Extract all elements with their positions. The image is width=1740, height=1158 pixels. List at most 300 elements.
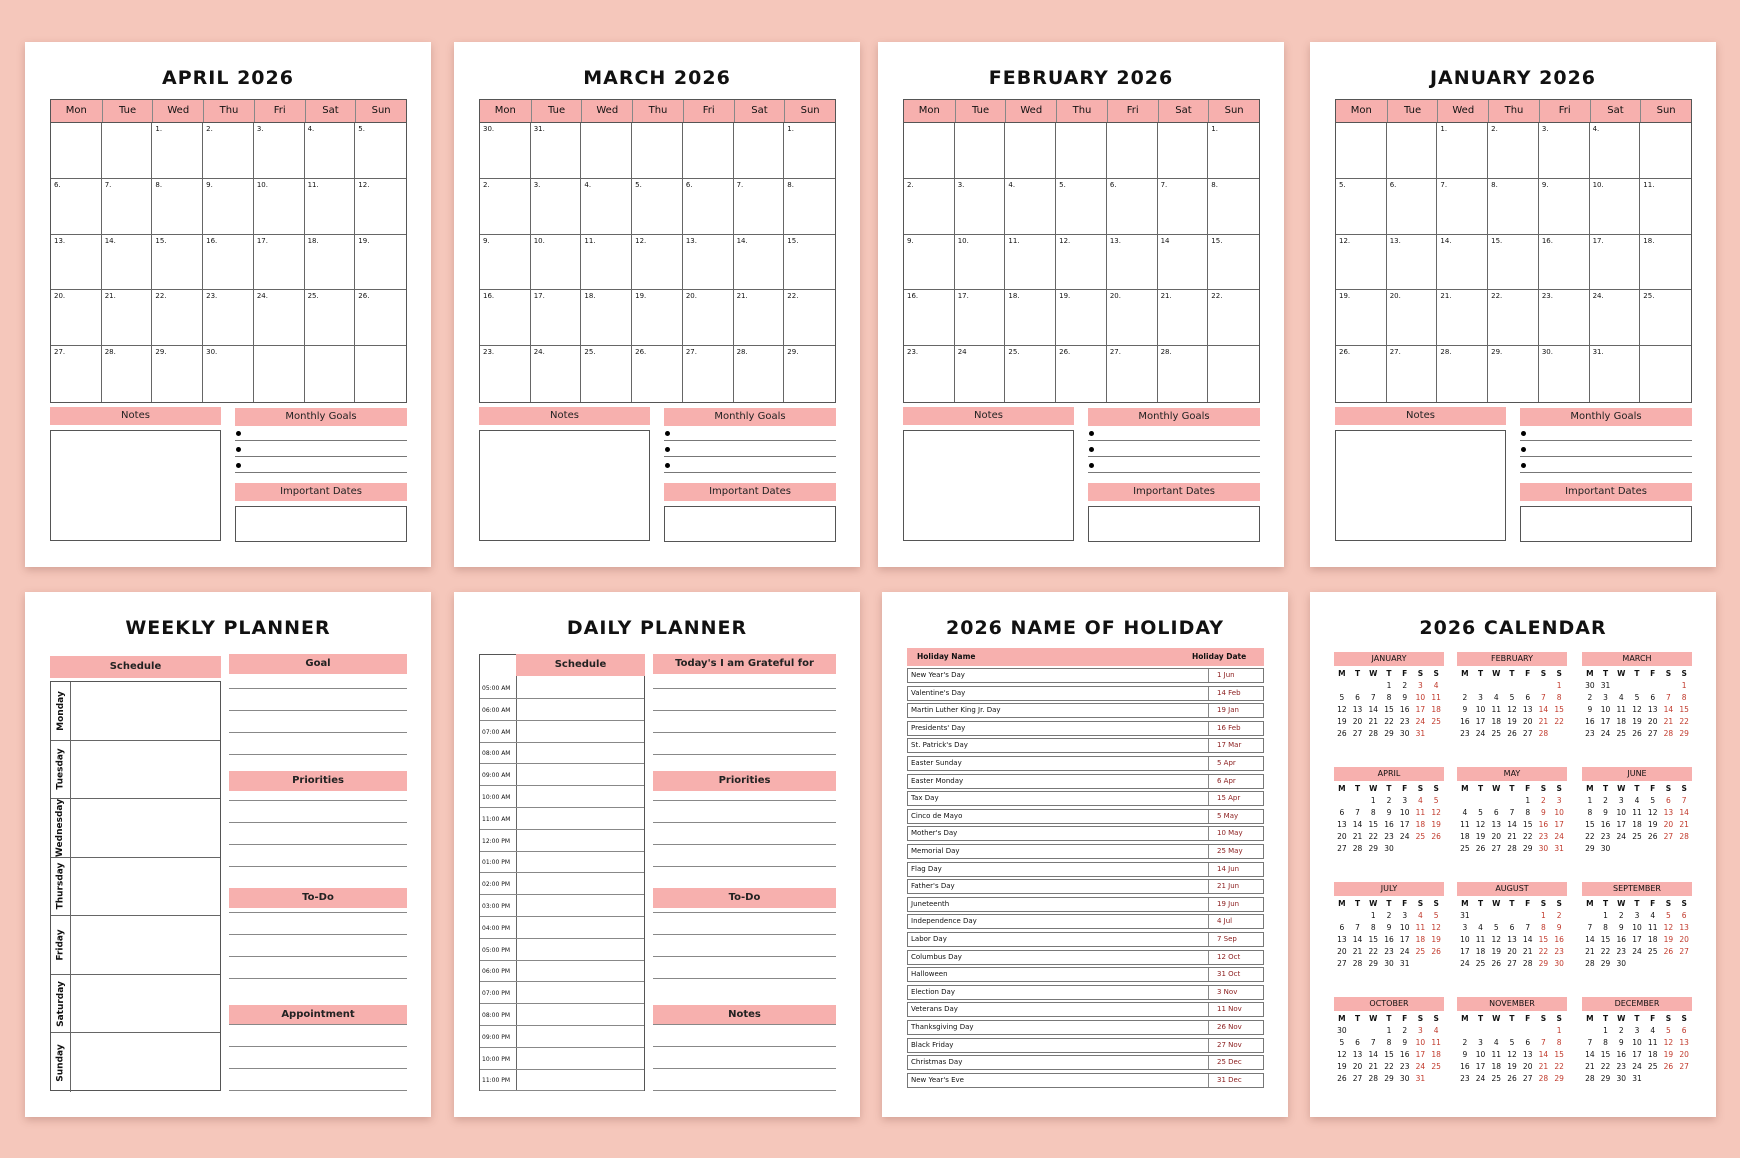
weekday-letter: S: [1433, 669, 1439, 678]
weekday-letter: W: [1617, 1014, 1626, 1023]
day-cell[interactable]: 21.: [1437, 290, 1488, 346]
day-cell[interactable]: 6.: [51, 179, 102, 235]
writing-line[interactable]: [229, 956, 407, 957]
day-cell[interactable]: 13.: [1107, 235, 1158, 291]
day-cell[interactable]: 23.: [904, 346, 955, 402]
day-cell[interactable]: 19.: [1056, 290, 1107, 346]
weekday-header: [1335, 99, 1692, 123]
mini-day: 15: [1585, 820, 1595, 829]
day-cell[interactable]: 6.: [1387, 179, 1438, 235]
day-cell[interactable]: 29.: [152, 346, 203, 402]
mini-day: 19: [1337, 717, 1347, 726]
writing-line[interactable]: [229, 912, 407, 913]
mini-day: 9: [1386, 923, 1392, 932]
mini-day: [1661, 958, 1677, 970]
day-cell[interactable]: 2.: [904, 179, 955, 235]
day-cell[interactable]: 9.: [480, 235, 531, 291]
day-cell[interactable]: 27.: [683, 346, 734, 402]
notes-box[interactable]: [903, 430, 1074, 541]
time-row[interactable]: [480, 851, 644, 873]
mini-day: [1629, 843, 1645, 855]
day-cell[interactable]: 21.: [1158, 290, 1209, 346]
time-row[interactable]: [480, 786, 644, 808]
mini-day: 2: [1556, 911, 1562, 920]
day-cell[interactable]: 16.: [1539, 235, 1590, 291]
holiday-name: Flag Day: [911, 864, 942, 873]
time-row[interactable]: [480, 677, 644, 699]
writing-line[interactable]: [229, 754, 407, 755]
day-cell[interactable]: [254, 346, 305, 402]
goal-line[interactable]: [1520, 444, 1692, 457]
day-cell[interactable]: [734, 123, 785, 179]
day-cell[interactable]: 28.: [102, 346, 153, 402]
day-cell[interactable]: 19.: [355, 235, 406, 291]
day-cell[interactable]: 1.: [1208, 123, 1259, 179]
day-cell[interactable]: 20.: [51, 290, 102, 346]
notes-box[interactable]: [50, 430, 221, 541]
holiday-name: Labor Day: [911, 935, 947, 943]
day-cell[interactable]: [305, 346, 356, 402]
day-cell[interactable]: 13.: [51, 235, 102, 291]
writing-line[interactable]: [229, 822, 407, 823]
time-label: 01:00 PM: [482, 859, 510, 867]
day-cell[interactable]: 27.: [1107, 346, 1158, 402]
writing-line[interactable]: [229, 1024, 407, 1025]
day-cell[interactable]: 20.: [683, 290, 734, 346]
day-cell[interactable]: 28.: [1158, 346, 1209, 402]
weekday-letter: W: [1617, 784, 1626, 793]
day-cell[interactable]: 11.: [1005, 235, 1056, 291]
day-cell[interactable]: 18.: [1005, 290, 1056, 346]
time-label: 12:00 PM: [482, 837, 510, 845]
mini-day: 14: [1538, 705, 1549, 714]
mini-day: 28: [1352, 844, 1363, 853]
holiday-name: St. Patrick's Day: [911, 741, 968, 750]
weekday-letter: T: [1509, 784, 1515, 793]
mini-day: 14: [1522, 935, 1533, 944]
weekday-letter: T: [1509, 669, 1515, 678]
writing-line[interactable]: [229, 866, 407, 867]
mini-day: 19: [1663, 935, 1674, 944]
day-cell[interactable]: 26.: [1336, 346, 1387, 402]
writing-line[interactable]: [653, 822, 836, 823]
weekday-letter: T: [1603, 784, 1609, 793]
holiday-date: 15 Apr: [1208, 792, 1264, 805]
day-cell[interactable]: 21.: [734, 290, 785, 346]
day-cell[interactable]: 15.: [1488, 235, 1539, 291]
day-cell[interactable]: 17.: [531, 290, 582, 346]
day-cell[interactable]: 5.: [1336, 179, 1387, 235]
writing-line[interactable]: [229, 934, 407, 935]
writing-line[interactable]: [229, 688, 407, 689]
day-cell[interactable]: [683, 123, 734, 179]
mini-day: 1: [1370, 796, 1376, 805]
day-cell[interactable]: 12.: [1336, 235, 1387, 291]
day-cell[interactable]: 24: [955, 346, 1006, 402]
mini-day: 22: [1585, 832, 1595, 841]
day-cell[interactable]: 9.: [1539, 179, 1590, 235]
day-cell[interactable]: 8.: [1488, 179, 1539, 235]
mini-day: 5: [1650, 796, 1656, 805]
day-cell[interactable]: 31.: [531, 123, 582, 179]
day-cell[interactable]: 27.: [51, 346, 102, 402]
day-cell[interactable]: 25.: [581, 346, 632, 402]
day-cell[interactable]: 24.: [1590, 290, 1641, 346]
monthly-goals-label: Monthly Goals: [1520, 408, 1692, 426]
day-row[interactable]: [51, 741, 220, 800]
time-row[interactable]: [480, 830, 644, 852]
mini-day: 30: [1554, 959, 1564, 968]
mini-month-grid: [1582, 898, 1692, 970]
writing-line[interactable]: [229, 844, 407, 845]
day-cell[interactable]: 20.: [1387, 290, 1438, 346]
notes-label: Notes: [903, 407, 1074, 425]
time-row[interactable]: [480, 808, 644, 830]
day-cell[interactable]: 14: [1158, 235, 1209, 291]
day-cell[interactable]: 8.: [784, 179, 835, 235]
mini-day: 17: [1399, 820, 1410, 829]
day-cell[interactable]: 9.: [203, 179, 254, 235]
day-cell[interactable]: 19.: [632, 290, 683, 346]
day-cell[interactable]: 22.: [1208, 290, 1259, 346]
day-cell[interactable]: 5.: [355, 123, 406, 179]
weekday-letter: T: [1355, 784, 1361, 793]
weekday-letter: W: [1492, 899, 1501, 908]
holiday-date: 10 May: [1208, 827, 1264, 840]
day-cell[interactable]: 18.: [1640, 235, 1691, 291]
day-cell[interactable]: 10.: [955, 235, 1006, 291]
mini-day: 18: [1616, 717, 1627, 726]
time-row[interactable]: [480, 939, 644, 961]
writing-line[interactable]: [229, 800, 407, 801]
day-cell[interactable]: [1005, 123, 1056, 179]
day-cell[interactable]: 16.: [480, 290, 531, 346]
writing-line[interactable]: [653, 1068, 836, 1069]
day-cell[interactable]: 9.: [904, 235, 955, 291]
goal-line[interactable]: [1520, 428, 1692, 441]
important-dates-box[interactable]: [235, 506, 407, 542]
mini-day: 13: [1352, 705, 1363, 714]
day-cell[interactable]: [1208, 346, 1259, 402]
weekday-letter: W: [1492, 669, 1501, 678]
time-row[interactable]: [480, 982, 644, 1004]
day-cell[interactable]: 14.: [1437, 235, 1488, 291]
day-row[interactable]: [51, 858, 220, 917]
goal-line[interactable]: [1088, 428, 1260, 441]
day-cell[interactable]: [904, 123, 955, 179]
mini-day: [1613, 843, 1629, 855]
mini-day: 21: [1585, 947, 1595, 956]
day-cell[interactable]: 26.: [632, 346, 683, 402]
mini-day: 6: [1681, 911, 1687, 920]
day-cell[interactable]: 4.: [1005, 179, 1056, 235]
day-cell[interactable]: 28.: [734, 346, 785, 402]
day-cell[interactable]: 4.: [1590, 123, 1641, 179]
writing-line[interactable]: [229, 710, 407, 711]
weekday-letter: S: [1681, 669, 1687, 678]
day-cell[interactable]: 30.: [480, 123, 531, 179]
mini-month: [1457, 767, 1567, 855]
day-cell[interactable]: 23.: [203, 290, 254, 346]
notes-box[interactable]: [1335, 430, 1506, 541]
day-cell[interactable]: [1387, 123, 1438, 179]
mini-day: 10: [1399, 808, 1410, 817]
goal-line[interactable]: [235, 428, 407, 441]
day-cell[interactable]: 8.: [1208, 179, 1259, 235]
day-cell[interactable]: 8.: [152, 179, 203, 235]
day-cell[interactable]: [1107, 123, 1158, 179]
holiday-row: [907, 879, 1264, 894]
mini-day: 18: [1647, 1050, 1658, 1059]
day-cell[interactable]: 15.: [1208, 235, 1259, 291]
day-cell[interactable]: 13.: [683, 235, 734, 291]
day-cell[interactable]: 24.: [254, 290, 305, 346]
weekday-label: Wed: [1005, 100, 1056, 122]
day-cell[interactable]: 4.: [581, 179, 632, 235]
day-cell[interactable]: 25.: [1640, 290, 1691, 346]
day-cell[interactable]: 7.: [734, 179, 785, 235]
mini-day: [1645, 1073, 1661, 1085]
day-cell[interactable]: 12.: [632, 235, 683, 291]
writing-line[interactable]: [653, 710, 836, 711]
day-cell[interactable]: 29.: [787, 348, 799, 357]
goal-line[interactable]: [1520, 460, 1692, 473]
day-cell[interactable]: 3.: [531, 179, 582, 235]
day-cell[interactable]: 13.: [1387, 235, 1438, 291]
day-cell[interactable]: 2.: [480, 179, 531, 235]
day-cell[interactable]: 31.: [1590, 346, 1641, 402]
writing-line[interactable]: [653, 912, 836, 913]
important-dates-box[interactable]: [1088, 506, 1260, 542]
writing-line[interactable]: [653, 688, 836, 689]
day-cell[interactable]: [632, 123, 683, 179]
day-cell[interactable]: 7.: [1437, 179, 1488, 235]
day-cell[interactable]: 30.: [203, 346, 254, 402]
weekday-letter: T: [1634, 784, 1640, 793]
mini-day: 1: [1603, 1026, 1608, 1035]
holiday-date: 4 Jul: [1208, 915, 1264, 928]
day-row[interactable]: [51, 916, 220, 975]
holiday-name: Presidents' Day: [911, 723, 966, 732]
weekday-letter: M: [1338, 1014, 1346, 1023]
day-cell[interactable]: 16.: [203, 235, 254, 291]
holiday-date: 14 Jun: [1208, 863, 1264, 876]
day-cell[interactable]: 22.: [152, 290, 203, 346]
time-row[interactable]: [480, 1004, 644, 1026]
day-cell[interactable]: [1056, 123, 1107, 179]
day-cell[interactable]: 21.: [102, 290, 153, 346]
writing-line[interactable]: [229, 1090, 407, 1091]
day-cell[interactable]: 24.: [531, 346, 582, 402]
day-cell[interactable]: [955, 123, 1006, 179]
day-cell[interactable]: 19.: [1336, 290, 1387, 346]
important-dates-box[interactable]: [1520, 506, 1692, 542]
time-row[interactable]: [480, 742, 644, 764]
writing-line[interactable]: [653, 732, 836, 733]
day-cell[interactable]: [102, 123, 153, 179]
day-cell[interactable]: 4.: [305, 123, 356, 179]
writing-line[interactable]: [229, 1068, 407, 1069]
mini-day: 19: [1431, 935, 1441, 944]
day-label: Thursday: [55, 863, 66, 910]
day-cell[interactable]: 26.: [355, 290, 406, 346]
time-row[interactable]: [480, 917, 644, 939]
weekday-letter: T: [1509, 1014, 1515, 1023]
mini-day: 25: [1491, 729, 1502, 738]
day-cell[interactable]: 30.: [1539, 346, 1590, 402]
goal-line[interactable]: [1088, 444, 1260, 457]
day-cell[interactable]: 15.: [784, 235, 835, 291]
day-cell[interactable]: 6.: [1107, 179, 1158, 235]
mini-day: 23: [1616, 1062, 1627, 1071]
mini-day: 17: [1415, 1050, 1426, 1059]
goal-line[interactable]: [664, 444, 836, 457]
day-cell[interactable]: 23.: [480, 346, 531, 402]
writing-line[interactable]: [229, 978, 407, 979]
mini-day: 30: [1538, 844, 1549, 853]
day-cell[interactable]: 17.: [254, 235, 305, 291]
weekday-letter: F: [1402, 784, 1408, 793]
day-cell[interactable]: 1.: [1437, 123, 1488, 179]
writing-line[interactable]: [653, 1046, 836, 1047]
day-cell[interactable]: 5.: [1056, 179, 1107, 235]
day-cell[interactable]: [1336, 123, 1387, 179]
day-cell[interactable]: [1640, 346, 1691, 402]
day-cell[interactable]: 26.: [1056, 346, 1107, 402]
day-cell[interactable]: 2.: [1488, 123, 1539, 179]
time-row[interactable]: [480, 873, 644, 895]
mini-day: 11: [1415, 923, 1426, 932]
mini-day: 15: [1368, 820, 1379, 829]
time-row[interactable]: [480, 721, 644, 743]
writing-line[interactable]: [653, 1090, 836, 1091]
day-cell[interactable]: 7.: [1158, 179, 1209, 235]
day-cell[interactable]: [1158, 123, 1209, 179]
mini-day: 28: [1538, 729, 1549, 738]
writing-line[interactable]: [653, 754, 836, 755]
writing-line[interactable]: [653, 978, 836, 979]
day-row[interactable]: [51, 1033, 220, 1092]
mini-day: 28: [1507, 844, 1517, 853]
mini-day: 6: [1493, 808, 1499, 817]
day-cell[interactable]: 14.: [734, 235, 785, 291]
holiday-date: 31 Oct: [1208, 968, 1264, 981]
day-cell[interactable]: 3.: [254, 123, 305, 179]
day-cell[interactable]: 18.: [581, 290, 632, 346]
day-cell[interactable]: [581, 123, 632, 179]
time-row[interactable]: [480, 1069, 644, 1091]
day-cell[interactable]: 15.: [152, 235, 203, 291]
day-cell[interactable]: 12.: [355, 179, 406, 235]
mini-day: 27: [1663, 832, 1674, 841]
goal-line[interactable]: [235, 460, 407, 473]
writing-line[interactable]: [653, 844, 836, 845]
writing-line[interactable]: [653, 934, 836, 935]
writing-line[interactable]: [653, 956, 836, 957]
day-cell[interactable]: 1.: [152, 123, 203, 179]
day-cell[interactable]: 6.: [683, 179, 734, 235]
mini-day: 25: [1431, 1062, 1441, 1071]
day-cell[interactable]: 18.: [305, 235, 356, 291]
day-cell[interactable]: 12.: [1056, 235, 1107, 291]
mini-day: 6: [1355, 1038, 1360, 1047]
day-cell[interactable]: 2.: [203, 123, 254, 179]
mini-day: 8: [1556, 1038, 1562, 1047]
time-row[interactable]: [480, 699, 644, 721]
day-cell[interactable]: 11.: [1640, 179, 1691, 235]
day-cell[interactable]: [355, 346, 406, 402]
day-cell[interactable]: 10.: [254, 179, 305, 235]
day-cell[interactable]: [1640, 123, 1691, 179]
mini-day: 14: [1585, 1050, 1595, 1059]
mini-month-name: MAY: [1457, 767, 1567, 781]
day-cell[interactable]: 10.: [1590, 179, 1641, 235]
goal-label: Goal: [229, 654, 407, 674]
day-cell[interactable]: 11.: [305, 179, 356, 235]
day-cell[interactable]: 3.: [955, 179, 1006, 235]
day-cell[interactable]: 3.: [1539, 123, 1590, 179]
weekday-label: Fri: [254, 100, 305, 122]
day-cell[interactable]: 5.: [632, 179, 683, 235]
month-page: [454, 42, 860, 567]
day-cell[interactable]: 1.: [784, 123, 835, 179]
mini-day: 2: [1541, 796, 1546, 805]
notes-box[interactable]: [479, 430, 650, 541]
time-row[interactable]: [480, 1048, 644, 1070]
day-cell[interactable]: 10.: [531, 235, 582, 291]
day-cell[interactable]: 17.: [955, 290, 1006, 346]
day-cell[interactable]: 14.: [102, 235, 153, 291]
day-cell[interactable]: 27.: [1387, 346, 1438, 402]
day-cell[interactable]: 25.: [1005, 346, 1056, 402]
writing-line[interactable]: [653, 866, 836, 867]
writing-line[interactable]: [229, 732, 407, 733]
time-row[interactable]: [480, 764, 644, 786]
goal-line[interactable]: [664, 460, 836, 473]
day-cell[interactable]: 16.: [904, 290, 955, 346]
weekday-letter: F: [1650, 784, 1656, 793]
day-cell[interactable]: 22.: [784, 290, 835, 346]
day-cell[interactable]: 7.: [102, 179, 153, 235]
day-cell[interactable]: 22.: [1488, 290, 1539, 346]
writing-line[interactable]: [653, 1024, 836, 1025]
day-cell[interactable]: 20.: [1107, 290, 1158, 346]
time-row[interactable]: [480, 960, 644, 982]
writing-line[interactable]: [229, 1046, 407, 1047]
day-cell[interactable]: 23.: [1539, 290, 1590, 346]
goal-line[interactable]: [1088, 460, 1260, 473]
goal-line[interactable]: [235, 444, 407, 457]
day-row[interactable]: [51, 975, 220, 1034]
day-row[interactable]: [51, 799, 220, 858]
day-cell[interactable]: 17.: [1590, 235, 1641, 291]
day-cell[interactable]: 28.: [1437, 346, 1488, 402]
writing-line[interactable]: [653, 800, 836, 801]
mini-day: 29: [1600, 959, 1611, 968]
day-cell[interactable]: [51, 123, 102, 179]
day-cell[interactable]: 29.: [1488, 346, 1539, 402]
important-dates-box[interactable]: [664, 506, 836, 542]
day-row[interactable]: [51, 682, 220, 741]
time-row[interactable]: [480, 1026, 644, 1048]
day-cell[interactable]: 11.: [581, 235, 632, 291]
day-cell[interactable]: 25.: [305, 290, 356, 346]
mini-day: 11: [1491, 1050, 1502, 1059]
time-row[interactable]: [480, 895, 644, 917]
goal-line[interactable]: [664, 428, 836, 441]
mini-day: 2: [1386, 911, 1392, 920]
time-label: 04:00 PM: [482, 924, 510, 932]
